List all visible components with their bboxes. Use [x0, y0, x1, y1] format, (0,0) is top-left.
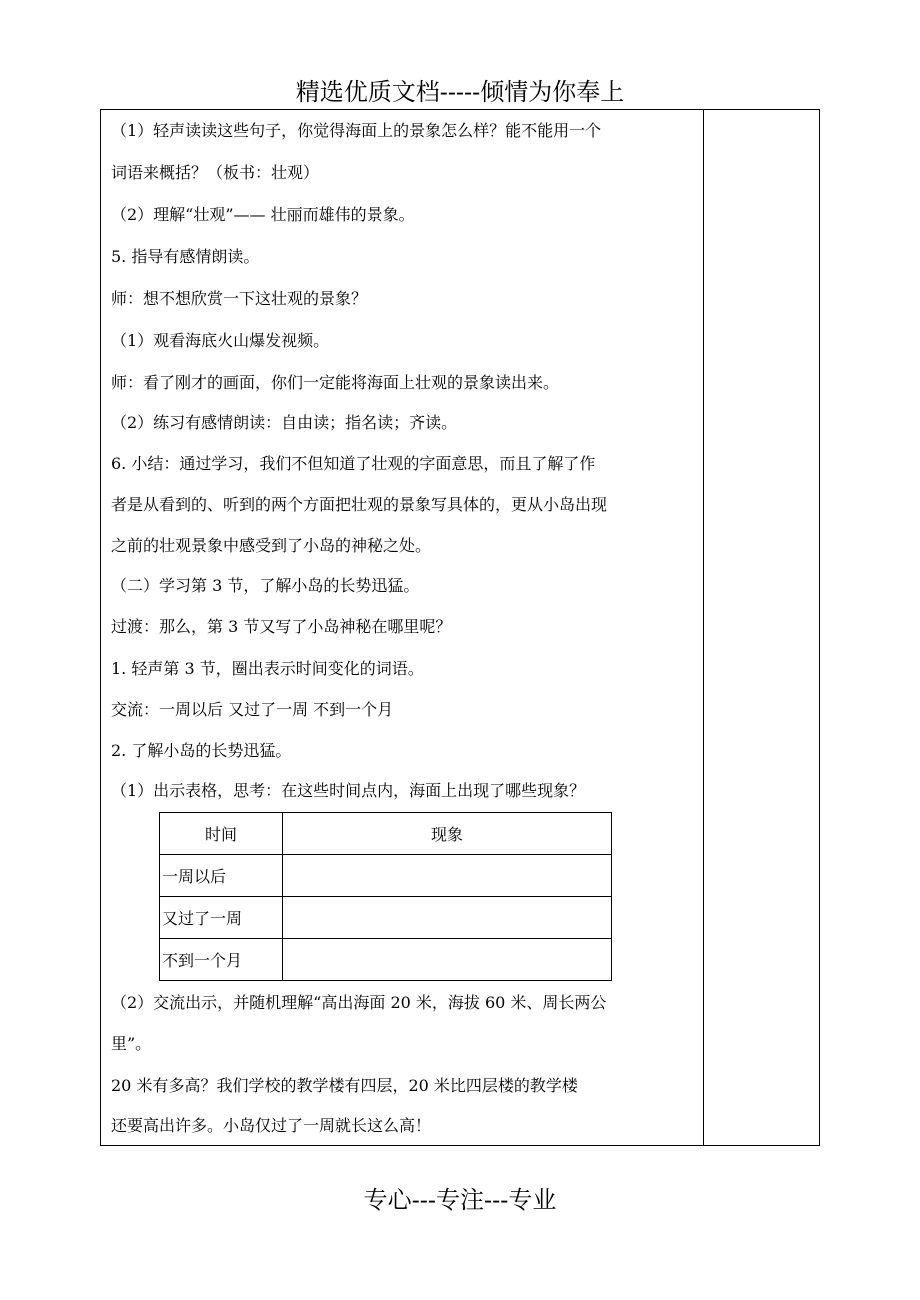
table-row: [160, 939, 612, 981]
text-line: 者是从看到的、听到的两个方面把壮观的景象写具体的，更从小岛出现: [111, 495, 608, 514]
text-line: 5. 指导有感情朗读。: [111, 247, 260, 266]
table-header-cell: 时间: [160, 813, 283, 855]
text-line: 还要高出许多。小岛仅过了一周就长这么高！: [111, 1116, 432, 1135]
lesson-plan-table: [100, 109, 820, 1146]
text-line: 20 米有多高？我们学校的教学楼有四层，20 米比四层楼的教学楼: [111, 1076, 578, 1095]
text-line: 词语来概括？（板书：壮观）: [111, 163, 320, 182]
table-cell: 一周以后: [160, 855, 283, 897]
table-row: [160, 897, 612, 939]
table-cell: [283, 855, 612, 897]
table-header-row: [160, 813, 612, 855]
text-line: （1）出示表格，思考：在这些时间点内，海面上出现了哪些现象？: [111, 781, 586, 800]
text-line: （2）练习有感情朗读：自由读；指名读；齐读。: [111, 413, 458, 432]
text-line: 之前的壮观景象中感受到了小岛的神秘之处。: [111, 536, 432, 555]
page-footer-title: 专心---专注---专业: [363, 1186, 557, 1214]
text-line: 师：看了刚才的画面，你们一定能将海面上壮观的景象读出来。: [111, 373, 560, 392]
text-line: 过渡：那么，第 3 节又写了小岛神秘在哪里呢？: [111, 617, 452, 636]
text-line: 2. 了解小岛的长势迅猛。: [111, 741, 292, 760]
page-header-title: 精选优质文档-----倾情为你奉上: [295, 78, 625, 106]
text-line: （2）理解“壮观”—— 壮丽而雄伟的景象。: [111, 205, 415, 224]
table-header-cell: 现象: [283, 813, 612, 855]
table-cell: 又过了一周: [160, 897, 283, 939]
column-divider: [703, 110, 704, 1145]
text-line: （1）观看海底火山爆发视频。: [111, 331, 330, 350]
table-cell: 不到一个月: [160, 939, 283, 981]
table-cell: [283, 897, 612, 939]
text-line: （2）交流出示，并随机理解“高出海面 20 米，海拔 60 米、周长两公: [111, 993, 607, 1012]
table-cell: [283, 939, 612, 981]
text-line: （1）轻声读读这些句子，你觉得海面上的景象怎么样？能不能用一个: [111, 121, 602, 140]
text-line: 1. 轻声第 3 节，圈出表示时间变化的词语。: [111, 659, 424, 678]
text-line: 交流：一周以后 又过了一周 不到一个月: [111, 700, 394, 719]
text-line: 里”。: [111, 1034, 152, 1053]
text-line: 师：想不想欣赏一下这壮观的景象？: [111, 289, 368, 308]
time-phenomenon-table: [159, 812, 612, 981]
table-row: [160, 855, 612, 897]
text-line: （二）学习第 3 节，了解小岛的长势迅猛。: [111, 576, 420, 595]
text-line: 6. 小结：通过学习，我们不但知道了壮观的字面意思，而且了解了作: [111, 454, 596, 473]
